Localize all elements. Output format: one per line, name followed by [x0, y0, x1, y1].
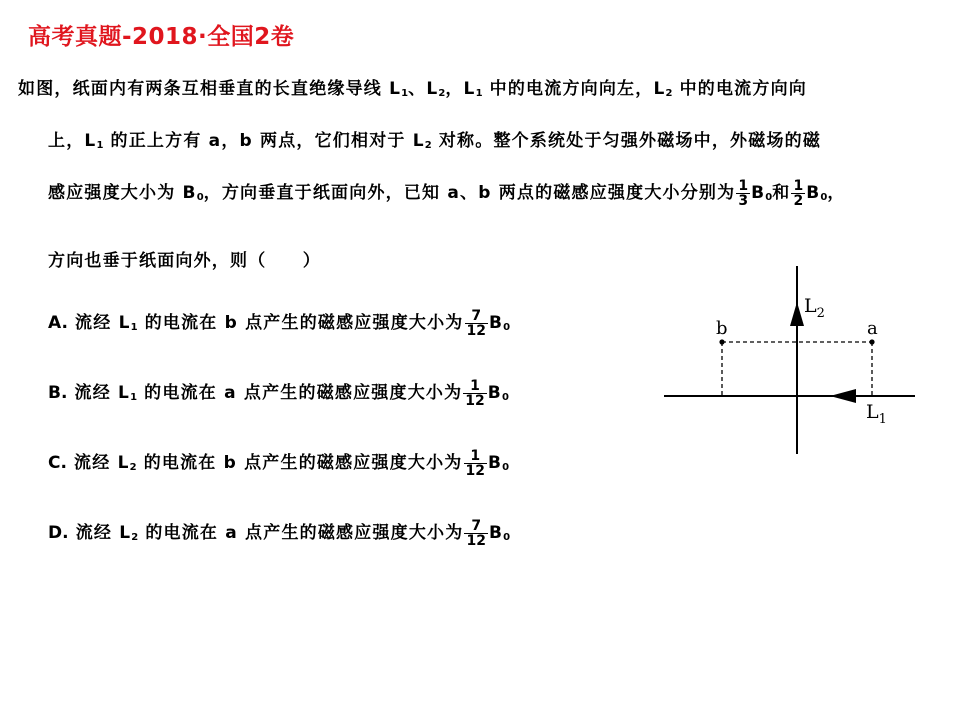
fraction-denominator: 12 — [465, 392, 485, 409]
fraction-denominator: 2 — [793, 192, 804, 209]
fraction-one-half — [791, 179, 805, 208]
question-line-3 — [48, 178, 846, 208]
text-segment: B — [488, 523, 504, 543]
option-a[interactable] — [48, 308, 510, 338]
text-segment: ，L — [445, 79, 476, 99]
fraction-numerator: 1 — [464, 449, 487, 464]
text-segment: 的电流在 b 点产生的磁感应强度大小为 — [136, 453, 463, 473]
text-segment: 感应强度大小为 B — [48, 183, 197, 203]
label-a: a — [867, 318, 878, 339]
current-arrow-left-icon — [830, 389, 856, 403]
text-segment: 和 — [772, 183, 791, 203]
question-line-2 — [48, 126, 821, 151]
option-d[interactable] — [48, 518, 510, 548]
fraction-denominator: 3 — [738, 192, 749, 209]
text-segment: 、L — [408, 79, 439, 99]
question-line-1 — [18, 74, 807, 99]
option-letter: D. — [48, 523, 69, 543]
text-segment: ， — [827, 183, 846, 203]
subscript: 0 — [820, 192, 828, 203]
fraction-numerator: 1 — [738, 177, 749, 194]
fraction — [464, 519, 487, 548]
text-segment: B — [488, 453, 503, 473]
subscript: 2 — [424, 140, 432, 151]
current-arrow-up-icon — [790, 302, 804, 326]
fraction-numerator: 7 — [465, 309, 488, 324]
label-l1 — [866, 401, 887, 427]
text-segment: 流经 L — [68, 523, 132, 543]
option-c[interactable] — [48, 448, 509, 478]
text-segment: B — [751, 183, 766, 203]
fraction-numerator: 1 — [463, 379, 486, 394]
point-b — [719, 339, 724, 344]
subscript: 0 — [502, 462, 510, 473]
label-l1-subscript: 1 — [878, 412, 887, 427]
fraction — [464, 449, 487, 478]
option-letter: A. — [48, 313, 68, 333]
option-letter: C. — [48, 453, 67, 473]
text-segment: 的电流在 a 点产生的磁感应强度大小为 — [138, 523, 464, 543]
text-segment: 的正上方有 a，b 两点，它们相对于 L — [103, 131, 425, 151]
text-segment: 的电流在 a 点产生的磁感应强度大小为 — [137, 383, 463, 403]
subscript: 0 — [503, 532, 511, 543]
subscript: 2 — [665, 88, 673, 99]
text-segment: 流经 L — [66, 453, 130, 473]
subscript: 1 — [475, 88, 483, 99]
subscript: 1 — [130, 392, 138, 403]
fraction-numerator: 7 — [464, 519, 487, 534]
fraction-numerator: 1 — [793, 177, 804, 194]
fraction-one-third — [736, 179, 750, 208]
fraction-denominator: 12 — [466, 322, 486, 339]
label-l2-subscript: 2 — [816, 306, 825, 321]
text-segment: 流经 L — [67, 313, 131, 333]
text-segment: 上，L — [48, 131, 97, 151]
question-line-4: 方向也垂于纸面向外，则（ ） — [48, 251, 321, 271]
subscript: 0 — [503, 322, 511, 333]
text-segment: 对称。整个系统处于匀强外磁场中，外磁场的磁 — [431, 131, 822, 151]
subscript: 0 — [196, 192, 204, 203]
label-b: b — [716, 318, 728, 339]
text-segment: B — [806, 183, 821, 203]
text-segment: B — [487, 383, 502, 403]
text-segment: 中的电流方向向左，L — [482, 79, 666, 99]
text-segment: 流经 L — [67, 383, 131, 403]
label-l1-letter: L — [866, 401, 879, 423]
fraction — [465, 309, 488, 338]
wire-diagram — [660, 262, 920, 462]
page-title: 高考真题-2018·全国2卷 — [28, 24, 295, 50]
fraction-denominator: 12 — [466, 532, 486, 549]
subscript: 0 — [501, 392, 509, 403]
subscript: 1 — [130, 322, 138, 333]
option-b[interactable] — [48, 378, 509, 408]
option-letter: B. — [48, 383, 68, 403]
text-segment: 中的电流方向向 — [672, 79, 807, 99]
text-segment: B — [489, 313, 504, 333]
subscript: 0 — [765, 192, 773, 203]
text-segment: 的电流在 b 点产生的磁感应强度大小为 — [137, 313, 464, 333]
subscript: 1 — [401, 88, 409, 99]
text-segment: ，方向垂直于纸面向外，已知 a、b 两点的磁感应强度大小分别为 — [203, 183, 736, 203]
text-segment: 如图，纸面内有两条互相垂直的长直绝缘导线 L — [18, 79, 402, 99]
label-l2-letter: L — [804, 295, 817, 317]
fraction — [463, 379, 486, 408]
subscript: 2 — [131, 532, 139, 543]
fraction-denominator: 12 — [465, 462, 485, 479]
subscript: 1 — [96, 140, 104, 151]
subscript: 2 — [438, 88, 446, 99]
label-l2 — [804, 295, 825, 321]
point-a — [869, 339, 874, 344]
subscript: 2 — [129, 462, 137, 473]
